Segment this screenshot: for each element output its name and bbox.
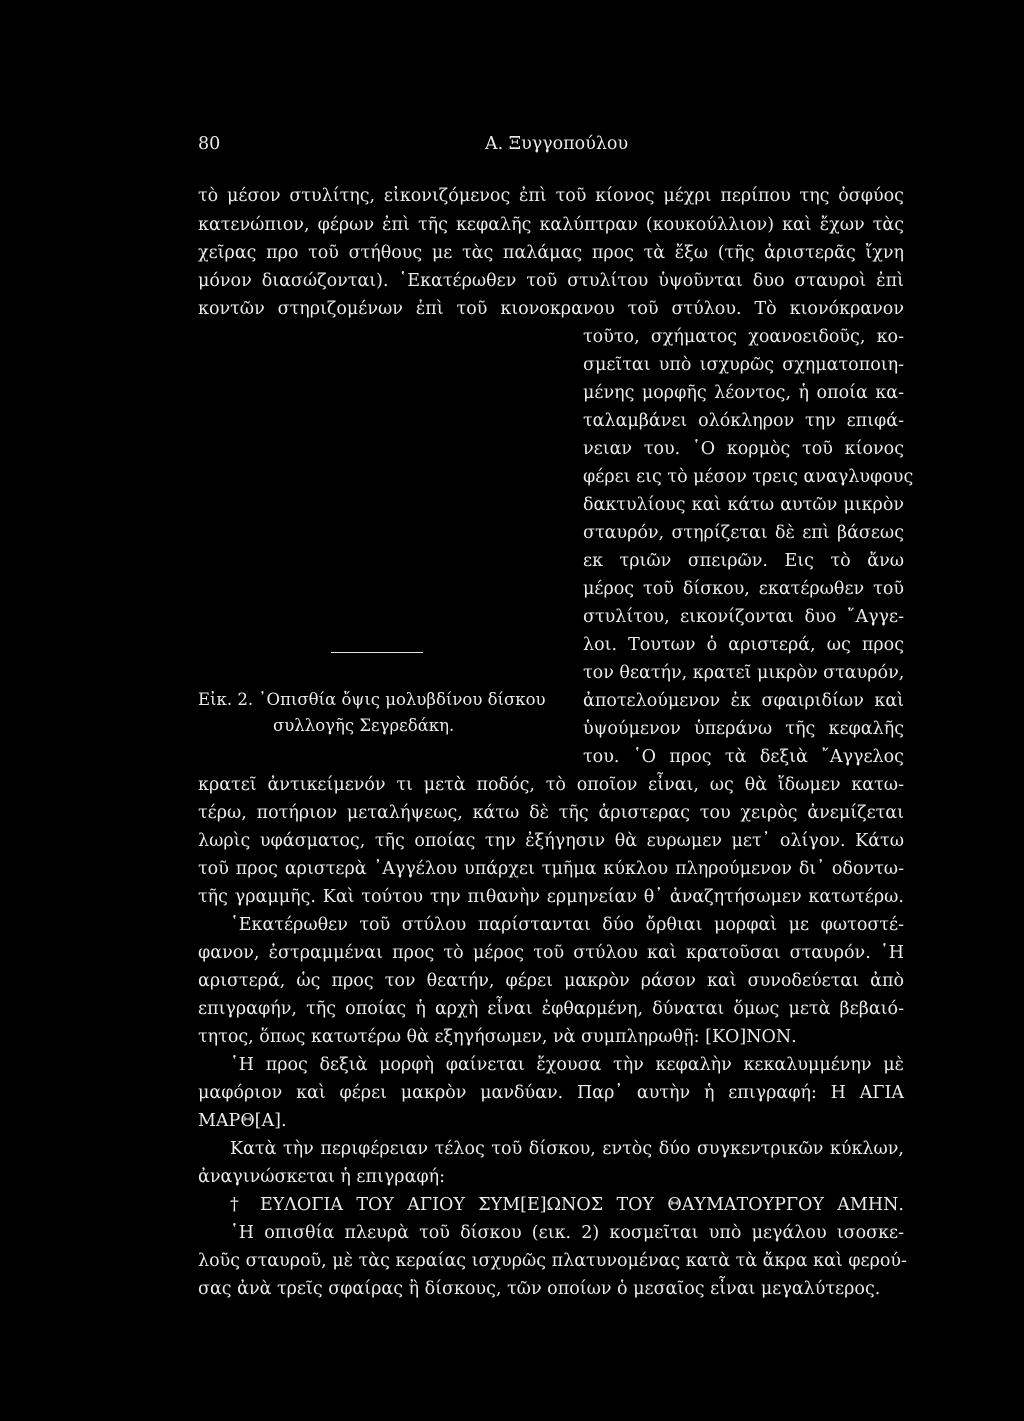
text-line: μαφόριον καὶ φέρει μακρὸν μανδύαν. Παρ᾿ αυτὴν ἡ επιγραφή: Η ΑΓΙΑ (198, 1083, 904, 1103)
text-line: λωρὶς υφάσματος, τῆς οποίας την ἐξήγησιν θὰ ευρωμεν μετ᾿ ολίγον. Κάτω (198, 831, 904, 851)
text-line: μέρος τοῦ δίσκου, εκατέρωθεν τοῦ (583, 579, 904, 599)
text-line: ταλαμβάνει ολόκληρον την επιφά- (583, 411, 904, 431)
text-line: λοι. Τουτων ὁ αριστερά, ως προς (583, 635, 904, 655)
text-line: νειαν του. ῾Ο κορμὸς τοῦ κίονος (583, 439, 904, 459)
text-line: ΜΑΡΘ[Α]. (198, 1111, 287, 1131)
page-number: 80 (198, 134, 221, 154)
text-line: στυλίτου, εικονίζονται δυο ῎Αγγε- (583, 607, 904, 627)
text-line: τον θεατήν, κρατεῖ μικρὸν σταυρόν, (583, 663, 905, 683)
text-line: του. ῾Ο προς τὰ δεξιὰ ῎Αγγελος (583, 747, 904, 767)
text-line: φέρει εις τὸ μέσον τρεις αναγλυφους (583, 467, 914, 487)
text-line: τοῦτο, σχήματος χοανοειδοῦς, κο- (583, 327, 904, 347)
text-line: τοῦ προς αριστερὰ ᾿Αγγέλου υπάρχει τμῆμα κύκλου πληρούμενον δι᾿ οδοντω- (198, 859, 904, 879)
text-line: τέρω, ποτήριον μεταλήψεως, κάτω δὲ τῆς ἀριστερας του χειρὸς ἀνεμίζεται (198, 803, 904, 823)
paragraph-first-line: ῾Εκατέρωθεν τοῦ στύλου παρίστανται δύο ὄρθιαι μορφαὶ με φωτοστέ- (230, 915, 904, 935)
text-line: σας ἀνὰ τρεῖς σφαίρας ἢ δίσκους, τῶν οποίων ὁ μεσαῖος εἶναι μεγαλύτερος. (198, 1279, 881, 1299)
running-header-author: Α. Ξυγγοπούλου (485, 134, 629, 154)
text-line: τῆς γραμμῆς. Καὶ τούτου την πιθανὴν ερμηνείαν θ᾿ ἀναζητήσωμεν κατωτέρω. (198, 887, 904, 907)
figure-placeholder-rule (331, 652, 423, 653)
inscription-line: † ΕΥΛΟΓΙΑ ΤΟΥ ΑΓΙΟΥ ΣΥΜ[Ε]ΩΝΟΣ ΤΟΥ ΘΑΥΜΑΤΟΥΡΓΟΥ ΑΜΗΝ. (230, 1195, 904, 1215)
figure-caption-line: συλλογῆς Σεγρεδάκη. (273, 716, 455, 735)
text-line: επιγραφήν, τῆς οποίας ἡ αρχὴ εἶναι ἐφθαρμένη, δύναται ὅμως μετὰ βεβαιό- (198, 999, 904, 1019)
text-line: κατενώπιον, φέρων ἐπὶ τῆς κεφαλῆς καλύπτραν (κουκούλλιον) καὶ ἔχων τὰς (198, 215, 904, 235)
text-line: λοῦς σταυροῦ, μὲ τὰς κεραίας ισχυρῶς πλατυνομένας κατὰ τὰ ἄκρα καὶ φερού- (198, 1251, 907, 1271)
text-line: ὑψούμενον ὑπεράνω τῆς κεφαλῆς (583, 719, 904, 739)
text-line: φανον, ἐστραμμέναι προς τὸ μέρος τοῦ στύλου καὶ κρατοῦσαι σταυρόν. ῾Η (198, 943, 904, 963)
text-line: μένης μορφῆς λέοντος, ἡ οποία κα- (583, 383, 904, 403)
text-line: κοντῶν στηριζομένων ἐπὶ τοῦ κιονοκρανου τοῦ στύλου. Τὸ κιονόκρανον (198, 299, 904, 319)
text-line: μόνον διασώζονται). ῾Εκατέρωθεν τοῦ στυλίτου ὑψοῦνται δυο σταυροὶ ἐπὶ (198, 271, 904, 291)
text-line: σμεῖται υπὸ ισχυρῶς σχηματοποιη- (583, 355, 904, 375)
text-line: χεῖρας προ τοῦ στήθους με τὰς παλάμας προς τὰ ἔξω (τῆς ἀριστερᾶς ἴχνη (198, 243, 904, 263)
paragraph-first-line: ῾Η οπισθία πλευρὰ τοῦ δίσκου (εικ. 2) κοσμεῖται υπὸ μεγάλου ισοσκε- (230, 1223, 904, 1243)
text-line: εκ τριῶν σπειρῶν. Εις τὸ ἄνω (583, 551, 904, 571)
text-line: ἀναγινώσκεται ἡ επιγραφή: (198, 1167, 446, 1187)
text-line: σταυρόν, στηρίζεται δὲ επὶ βάσεως (583, 523, 904, 543)
text-line: αριστερά, ὡς προς τον θεατήν, φέρει μακρὸν ράσον καὶ συνοδεύεται ἀπὸ (198, 971, 904, 991)
paragraph-first-line: ῾Η προς δεξιὰ μορφὴ φαίνεται ἔχουσα τὴν κεφαλὴν κεκαλυμμένην μὲ (230, 1055, 904, 1075)
paragraph-first-line: Κατὰ τὴν περιφέρειαν τέλος τοῦ δίσκου, εντὸς δύο συγκεντρικῶν κύκλων, (230, 1139, 904, 1159)
figure-caption-line: Εἰκ. 2. ᾿Οπισθία ὄψις μολυβδίνου δίσκου (198, 690, 546, 709)
text-line: τητος, ὅπως κατωτέρω θὰ εξηγήσωμεν, νὰ συμπληρωθῇ: [ΚΟ]ΝΟΝ. (198, 1027, 797, 1047)
text-line: κρατεῖ ἀντικείμενόν τι μετὰ ποδός, τὸ οποῖον εἶναι, ως θὰ ἴδωμεν κατω- (198, 775, 904, 795)
text-line: τὸ μέσον στυλίτης, εἰκονιζόμενος ἐπὶ τοῦ κίονος μέχρι περίπου της ὀσφύος (198, 186, 904, 206)
text-line: ἀποτελούμενον ἐκ σφαιριδίων καὶ (583, 691, 904, 711)
text-line: δακτυλίους καὶ κάτω αυτῶν μικρὸν (583, 495, 904, 515)
